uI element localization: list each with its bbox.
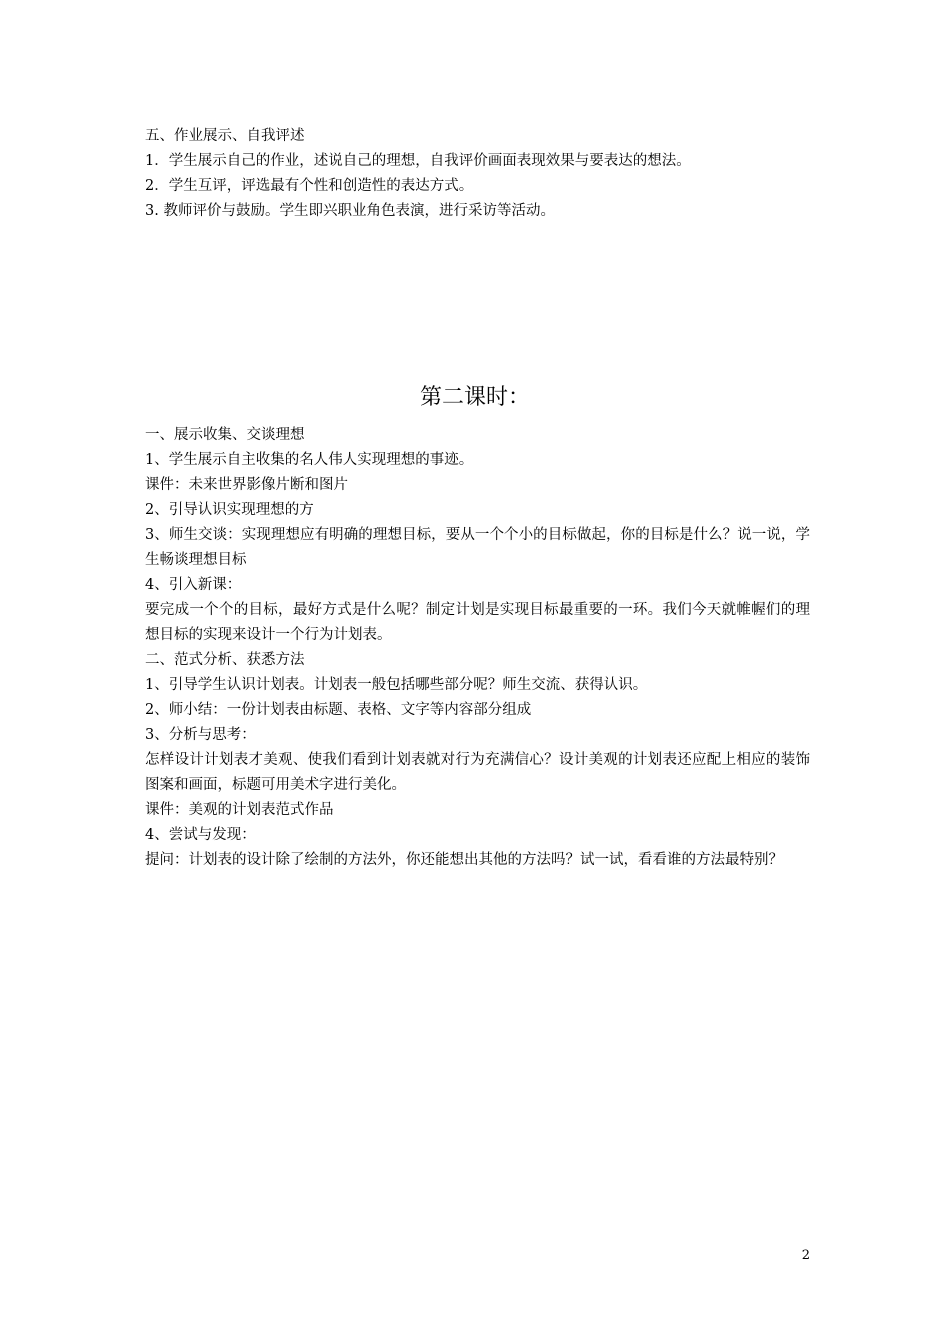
part-two-paragraph: 提问：计划表的设计除了绘制的方法外，你还能想出其他的方法吗？试一试，看看谁的方法最特别？	[145, 852, 783, 868]
section-five-item-2: 2．学生互评，评选最有个性和创造性的表达方式。	[145, 178, 474, 194]
lesson-two-body	[145, 423, 810, 873]
part-one-paragraph: 要完成一个个的目标，最好方式是什么呢？制定计划是实现目标最重要的一环。我们今天就帷幄们的理想目标的实现来设计一个行为计划表。	[145, 602, 810, 643]
part-one-line: 2、引导认识实现理想的方	[145, 502, 314, 518]
part-two-line: 课件：美观的计划表范式作品	[145, 802, 334, 818]
part-two-line: 4、尝试与发现：	[145, 827, 256, 843]
part-two-heading: 二、范式分析、获悉方法	[145, 652, 305, 668]
part-two-line: 1、引导学生认识计划表。计划表一般包括哪些部分呢？师生交流、获得认识。	[145, 677, 648, 693]
part-two-line: 2、师小结：一份计划表由标题、表格、文字等内容部分组成	[145, 702, 532, 718]
part-one-line: 1、学生展示自主收集的名人伟人实现理想的事迹。	[145, 452, 474, 468]
section-five-item-1: 1．学生展示自己的作业，述说自己的理想，自我评价画面表现效果与要表达的想法。	[145, 153, 691, 169]
lesson-two-title: 第二课时：	[419, 385, 530, 410]
section-five-item-3: 3. 教师评价与鼓励。学生即兴职业角色表演，进行采访等活动。	[145, 203, 555, 219]
part-one-line: 4、引入新课：	[145, 577, 242, 593]
part-one-line: 课件：未来世界影像片断和图片	[145, 477, 348, 493]
part-two-paragraph: 怎样设计计划表才美观、使我们看到计划表就对行为充满信心？设计美观的计划表还应配上相应的装饰图案和画面，标题可用美术字进行美化。	[145, 752, 810, 793]
section-five-heading: 五、作业展示、自我评述	[145, 128, 305, 144]
part-one-heading: 一、展示收集、交谈理想	[145, 427, 305, 443]
page-number: 2	[801, 1248, 810, 1263]
section-five	[145, 124, 810, 224]
part-one-paragraph: 3、师生交谈：实现理想应有明确的理想目标，要从一个个小的目标做起，你的目标是什么？说一说，学生畅谈理想目标	[145, 527, 810, 568]
part-two-line: 3、分析与思考：	[145, 727, 256, 743]
